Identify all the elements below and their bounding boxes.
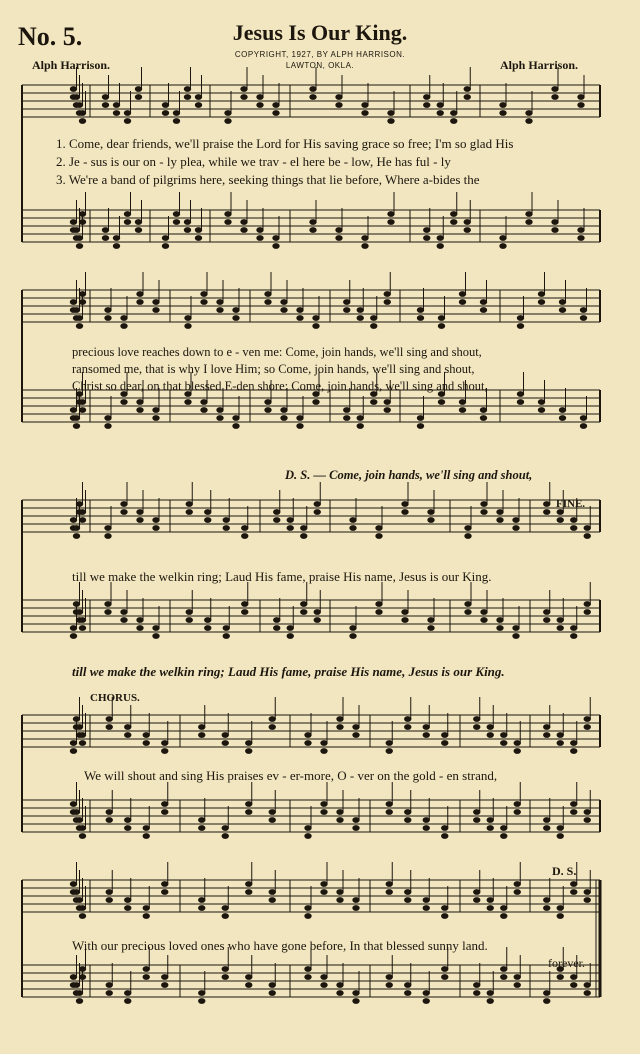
verse3-line2: Christ so dear, on that blessed E-den shore: Come, join hands, we'll sing and shout, <box>72 379 488 393</box>
location-line: LAWTON, OKLA. <box>285 61 355 70</box>
ds-marking: D. S. <box>552 864 577 878</box>
verse1-line1: 1. Come, dear friends, we'll praise the Lord for His saving grace so free; I'm so glad His <box>56 136 514 151</box>
verse2-line1: 2. Je - sus is our on - ly plea, while we trav - el here be - low, He has ful - ly <box>56 154 451 169</box>
verse3-line1: 3. We're a band of pilgrims here, seeking things that lie before, Where a-bides the <box>56 172 480 187</box>
refrain-ds-lyric: till we make the welkin ring; Laud His fame, praise His name, Jesus is our King. <box>72 664 505 679</box>
lyricist-credit: Alph Harrison. <box>32 58 111 72</box>
composer-credit: Alph Harrison. <box>499 58 578 72</box>
verse1-line2: precious love reaches down to e - ven me: Come, join hands, we'll sing and shout, <box>72 345 482 359</box>
refrain-lyric: till we make the welkin ring; Laud His fame, praise His name, Jesus is our King. <box>72 569 492 584</box>
chorus-marking: CHORUS. <box>90 692 140 704</box>
copyright-line: COPYRIGHT, 1927, BY ALPH HARRISON. <box>234 50 406 59</box>
hymn-number: No. 5. <box>18 22 83 51</box>
verse2-line2: ransomed me, that is why I love Him; so Come, join hands, we'll sing and shout, <box>72 362 475 376</box>
fine-marking: FINE. <box>556 498 586 510</box>
forever-lyric: forever. <box>548 956 585 970</box>
chorus-lyric-2: With our precious loved ones who have gone before, In that blessed sunny land. <box>72 938 488 953</box>
chorus-lyric-1: We will shout and sing His praises ev - er-more, O - ver on the gold - en strand, <box>84 768 498 783</box>
ds-return-lyric: D. S. — Come, join hands, we'll sing and shout, <box>285 468 533 482</box>
hymn-title: Jesus Is Our King. <box>232 20 408 45</box>
